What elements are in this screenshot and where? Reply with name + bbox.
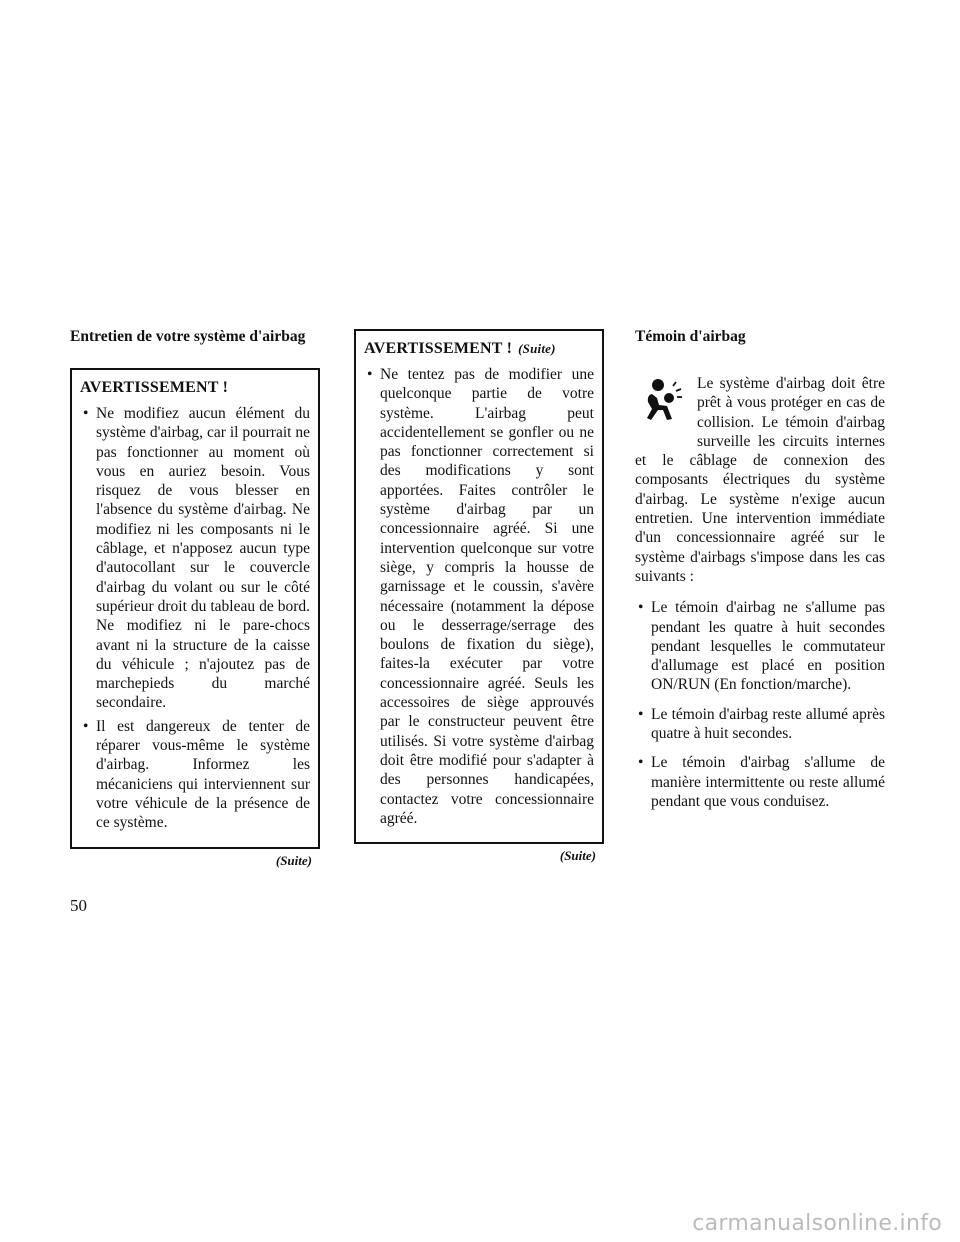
suite-label: (Suite) xyxy=(559,848,596,864)
warning-list-1 xyxy=(80,404,310,833)
warning-title: AVERTISSEMENT ! xyxy=(80,379,229,396)
condition-item: • Le témoin d'airbag s'allume de manière intermittente ou reste allumé pendant que vous conduisez. xyxy=(635,753,885,811)
suite-label: (Suite) xyxy=(275,852,312,868)
warning-box-2 xyxy=(354,329,604,844)
page-number: 50 xyxy=(70,896,87,915)
warning-title-continued xyxy=(364,339,594,359)
warning-list-2 xyxy=(364,365,594,828)
airbag-warning-icon xyxy=(635,378,697,450)
warning-item: • Ne tentez pas de modifier une quelconque partie de votre système. L'airbag peut accidentellement se gonfler ou ne pas fonctionner correctement si des modifications y sont apportées. Faites contrôler le système d'airbag par un concessionnaire agréé. Si une intervention quelconque sur votre siège, y compris la housse de garnissage et le coussin, s'avère nécessaire (notamment la dépose ou le desserrage/serrage des boulons de fixation du siège), faites-la exécuter par votre concessionnaire agréé. Seuls les accessoires de siège approuvés par le constructeur peuvent être utilisés. Si votre système d'airbag doit être modifié pour s'adapter à des personnes handicapées, contactez votre concessionnaire agréé. xyxy=(364,365,594,828)
left-column xyxy=(70,327,320,869)
warning-title-suite: (Suite) xyxy=(518,341,556,356)
condition-item: • Le témoin d'airbag reste allumé après quatre à huit secondes. xyxy=(635,705,885,744)
intro-paragraph: Le système d'airbag doit être prêt à vous protéger en cas de collision. Le témoin d'airbag surveille les circuits internes et le câblage de connexion des composants électriques du système d'airbag. Le système n'exige aucun entretien. Une intervention immédiate d'un concessionnaire agréé sur le système d'airbags s'impose dans les cas suivants : xyxy=(635,375,885,585)
right-column xyxy=(635,327,885,821)
watermark: carmanualsonline.info xyxy=(692,1211,942,1236)
section-heading-entretien: Entretien de votre système d'airbag xyxy=(70,328,306,345)
warning-title-text: AVERTISSEMENT ! xyxy=(364,340,513,357)
middle-column xyxy=(354,329,604,864)
condition-item: • Le témoin d'airbag ne s'allume pas pendant les quatre à huit secondes pendant lesquelles le commutateur d'allumage est placé en position ON/RUN (En fonction/marche). xyxy=(635,598,885,694)
warning-item: • Ne modifiez aucun élément du système d'airbag, car il pourrait ne pas fonctionner au moment où vous en auriez besoin. Vous risquez de vous blesser en l'absence du système d'airbag. Ne modifiez ni les composants ni le câblage, et n'apposez aucun type d'autocollant sur le couvercle d'airbag du volant ou sur le côté supérieur droit du tableau de bord. Ne modifiez ni le pare-chocs avant ni la structure de la caisse du véhicule ; n'ajoutez pas de marchepieds du marché secondaire. xyxy=(80,404,310,713)
section-heading-temoin: Témoin d'airbag xyxy=(635,328,746,345)
warning-box-1 xyxy=(70,368,320,849)
condition-list xyxy=(635,598,885,811)
warning-item: • Il est dangereux de tenter de réparer vous-même le système d'airbag. Informez les mécaniciens qui interviennent sur votre véhicule de la présence de ce système. xyxy=(80,717,310,833)
